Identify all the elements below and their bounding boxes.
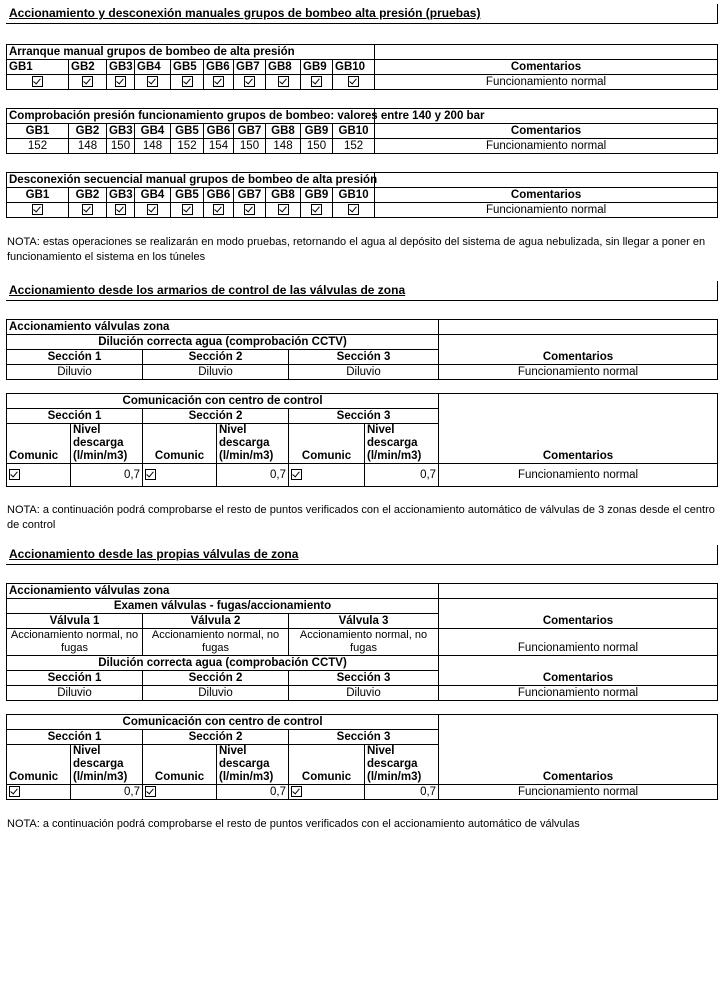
col-header: GB5 (171, 124, 204, 139)
sub-header-nivel: Nivel descarga (l/min/m3) (71, 424, 143, 464)
checkbox-checked-icon[interactable] (147, 76, 158, 87)
col-header: GB7 (234, 188, 266, 203)
table-arranque-manual (6, 44, 718, 90)
level-value: 0,7 (365, 785, 439, 800)
section-header: Sección 2 (143, 409, 289, 424)
col-header: GB9 (301, 188, 333, 203)
pressure-value: 150 (234, 139, 266, 154)
comment-header: Comentarios (375, 124, 718, 139)
section-value: Diluvio (7, 686, 143, 701)
comment-header: Comentarios (439, 424, 718, 464)
table-accionamiento-propias-valvulas (6, 583, 718, 701)
comment-header: Comentarios (375, 60, 718, 75)
group-header: Comunicación con centro de control (7, 715, 439, 730)
pressure-value: 148 (266, 139, 301, 154)
section-value: Diluvio (7, 365, 143, 380)
col-header: GB10 (333, 188, 375, 203)
checkbox-checked-icon[interactable] (147, 204, 158, 215)
section-header-propias-valvulas: Accionamiento desde las propias válvulas de zona (6, 545, 718, 565)
checkbox-checked-icon[interactable] (182, 76, 193, 87)
col-header: GB3 (107, 60, 135, 75)
sub-header-nivel: Nivel descarga (l/min/m3) (365, 745, 439, 785)
checkbox-checked-icon[interactable] (9, 786, 20, 797)
checkbox-checked-icon[interactable] (82, 76, 93, 87)
valve-header: Válvula 3 (289, 614, 439, 629)
comment-header: Comentarios (439, 350, 718, 365)
valve-header: Válvula 1 (7, 614, 143, 629)
level-value: 0,7 (217, 785, 289, 800)
col-header: GB4 (135, 60, 171, 75)
comment-value: Funcionamiento normal (439, 629, 718, 656)
checkbox-checked-icon[interactable] (348, 204, 359, 215)
level-value: 0,7 (365, 464, 439, 487)
group-header: Comunicación con centro de control (7, 394, 439, 409)
pressure-value: 148 (135, 139, 171, 154)
level-value: 0,7 (71, 464, 143, 487)
section-value: Diluvio (143, 365, 289, 380)
sub-header-nivel: Nivel descarga (l/min/m3) (217, 424, 289, 464)
col-header: GB10 (333, 124, 375, 139)
sub-header-comunic: Comunic (7, 424, 71, 464)
section-value: Diluvio (289, 365, 439, 380)
col-header: GB5 (171, 60, 204, 75)
section-header: Sección 2 (143, 671, 289, 686)
comment-header: Comentarios (439, 614, 718, 629)
col-header: GB1 (7, 124, 69, 139)
note-text: NOTA: estas operaciones se realizarán en modo pruebas, retornando el agua al depósito del sistema de agua nebulizada, sin llegar a poner en funcionamiento el sistema en los túneles (7, 236, 706, 263)
pressure-value: 148 (69, 139, 107, 154)
note-text: NOTA: a continuación podrá comprobarse el resto de puntos verificados con el accionamiento automático de válvulas de 3 zonas desde el centro de control (7, 504, 715, 531)
sub-header-nivel: Nivel descarga (l/min/m3) (217, 745, 289, 785)
comment-value: Funcionamiento normal (375, 75, 718, 90)
comment-value: Funcionamiento normal (439, 686, 718, 701)
checkbox-checked-icon[interactable] (32, 76, 43, 87)
checkbox-checked-icon[interactable] (145, 469, 156, 480)
col-header: Sección 1 (7, 350, 143, 365)
comment-value: Funcionamiento normal (375, 203, 718, 218)
sub-header-nivel: Nivel descarga (l/min/m3) (71, 745, 143, 785)
section-header: Sección 1 (7, 671, 143, 686)
checkbox-checked-icon[interactable] (348, 76, 359, 87)
pressure-value: 152 (333, 139, 375, 154)
checkbox-checked-icon[interactable] (182, 204, 193, 215)
col-header: GB7 (234, 60, 266, 75)
table-comprobacion-presion (6, 108, 718, 154)
col-header: GB10 (333, 60, 375, 75)
group-header: Examen válvulas - fugas/accionamiento (7, 599, 439, 614)
section-header: Sección 1 (7, 409, 143, 424)
document-page (6, 4, 718, 832)
col-header: GB6 (204, 124, 234, 139)
checkbox-checked-icon[interactable] (311, 76, 322, 87)
valve-value: Accionamiento normal, no fugas (143, 629, 289, 656)
col-header: GB9 (301, 124, 333, 139)
col-header: GB7 (234, 124, 266, 139)
section-header: Sección 3 (289, 730, 439, 745)
pressure-value: 150 (107, 139, 135, 154)
checkbox-checked-icon[interactable] (213, 76, 224, 87)
section-header: Sección 3 (289, 671, 439, 686)
sub-header-nivel: Nivel descarga (l/min/m3) (365, 424, 439, 464)
section-header-armarios: Accionamiento desde los armarios de control de las válvulas de zona (6, 281, 718, 301)
col-header: GB2 (69, 188, 107, 203)
section-header: Sección 1 (7, 730, 143, 745)
col-header: GB2 (69, 124, 107, 139)
col-header: GB9 (301, 60, 333, 75)
valve-value: Accionamiento normal, no fugas (7, 629, 143, 656)
col-header: GB6 (204, 188, 234, 203)
pressure-value: 150 (301, 139, 333, 154)
sub-header-comunic: Comunic (289, 745, 365, 785)
col-header: GB4 (135, 188, 171, 203)
checkbox-checked-icon[interactable] (115, 204, 126, 215)
level-value: 0,7 (217, 464, 289, 487)
checkbox-checked-icon[interactable] (311, 204, 322, 215)
col-header: GB3 (107, 188, 135, 203)
comment-value: Funcionamiento normal (439, 785, 718, 800)
checkbox-checked-icon[interactable] (9, 469, 20, 480)
group-header: Dilución correcta agua (comprobación CCTV) (7, 656, 439, 671)
sub-header-comunic: Comunic (143, 424, 217, 464)
group-header: Dilución correcta agua (comprobación CCTV) (7, 335, 439, 350)
table-title: Comprobación presión funcionamiento grupos de bombeo: valores entre 140 y 200 bar (7, 109, 375, 124)
col-header: Sección 3 (289, 350, 439, 365)
sub-header-comunic: Comunic (143, 745, 217, 785)
section-value: Diluvio (289, 686, 439, 701)
col-header: GB1 (7, 60, 69, 75)
valve-header: Válvula 2 (143, 614, 289, 629)
col-header: GB1 (7, 188, 69, 203)
comment-header: Comentarios (439, 671, 718, 686)
checkbox-checked-icon[interactable] (115, 76, 126, 87)
section-header: Sección 3 (289, 409, 439, 424)
checkbox-checked-icon[interactable] (278, 204, 289, 215)
checkbox-checked-icon[interactable] (291, 469, 302, 480)
checkbox-checked-icon[interactable] (291, 786, 302, 797)
table-accionamiento-valvulas-zona (6, 319, 718, 380)
comment-value: Funcionamiento normal (439, 365, 718, 380)
col-header: Sección 2 (143, 350, 289, 365)
checkbox-checked-icon[interactable] (213, 204, 224, 215)
col-header: GB4 (135, 124, 171, 139)
table-title: Accionamiento válvulas zona (7, 320, 439, 335)
pressure-value: 154 (204, 139, 234, 154)
checkbox-checked-icon[interactable] (278, 76, 289, 87)
table-comunicacion-centro-control-2 (6, 714, 718, 800)
col-header: GB2 (69, 60, 107, 75)
level-value: 0,7 (71, 785, 143, 800)
sub-header-comunic: Comunic (289, 424, 365, 464)
section-header: Sección 2 (143, 730, 289, 745)
col-header: GB6 (204, 60, 234, 75)
note-text: NOTA: a continuación podrá comprobarse el resto de puntos verificados con el accionamiento automático de válvulas (7, 818, 580, 830)
section-header-grupos-bombeo: Accionamiento y desconexión manuales grupos de bombeo alta presión (pruebas) (6, 4, 718, 24)
checkbox-checked-icon[interactable] (244, 76, 255, 87)
checkbox-checked-icon[interactable] (145, 786, 156, 797)
checkbox-checked-icon[interactable] (244, 204, 255, 215)
checkbox-checked-icon[interactable] (32, 204, 43, 215)
checkbox-checked-icon[interactable] (82, 204, 93, 215)
table-title: Arranque manual grupos de bombeo de alta presión (7, 45, 375, 60)
comment-value: Funcionamiento normal (439, 464, 718, 487)
table-comunicacion-centro-control (6, 393, 718, 487)
sub-header-comunic: Comunic (7, 745, 71, 785)
col-header: GB3 (107, 124, 135, 139)
table-desconexion-secuencial (6, 172, 718, 218)
comment-header: Comentarios (375, 188, 718, 203)
col-header: GB8 (266, 60, 301, 75)
table-title: Desconexión secuencial manual grupos de bombeo de alta presión (7, 173, 375, 188)
comment-header: Comentarios (439, 745, 718, 785)
pressure-value: 152 (171, 139, 204, 154)
section-value: Diluvio (143, 686, 289, 701)
comment-value: Funcionamiento normal (375, 139, 718, 154)
col-header: GB5 (171, 188, 204, 203)
table-title: Accionamiento válvulas zona (7, 584, 439, 599)
col-header: GB8 (266, 124, 301, 139)
col-header: GB8 (266, 188, 301, 203)
pressure-value: 152 (7, 139, 69, 154)
valve-value: Accionamiento normal, no fugas (289, 629, 439, 656)
